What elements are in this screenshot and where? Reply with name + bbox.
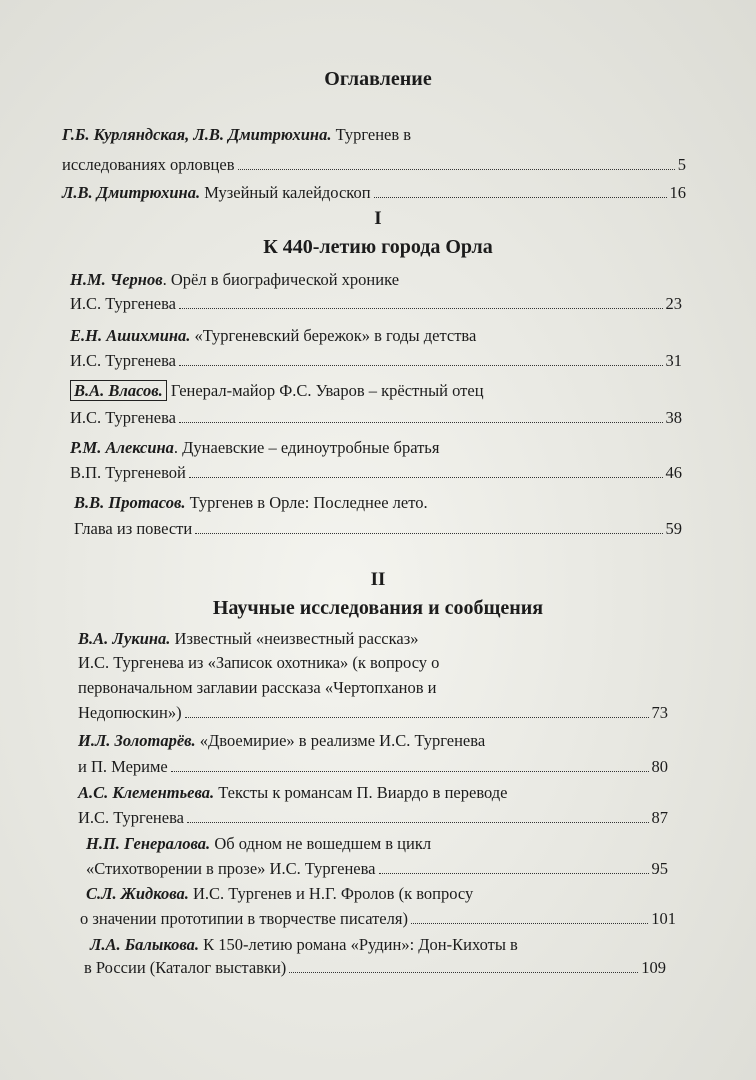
dot-leader	[171, 770, 649, 772]
page-number: 73	[651, 703, 668, 722]
entry-title: «Тургеневский бережок» в годы детства	[190, 326, 477, 345]
toc-entry	[86, 834, 431, 854]
toc-entry	[70, 270, 399, 290]
toc-entry	[70, 381, 484, 401]
entry-title: . Орёл в биографической хронике	[162, 270, 400, 289]
toc-entry-leader	[80, 909, 676, 929]
entry-title: И.С. Тургенев и Н.Г. Фролов (к вопросу	[188, 884, 474, 903]
toc-entry-leader	[84, 958, 666, 978]
entry-author: Р.М. Алексина	[70, 438, 174, 457]
entry-title: Тексты к романсам П. Виардо в переводе	[214, 783, 508, 802]
entry-title: Об одном не вошедшем в цикл	[210, 834, 432, 853]
entry-title-cont: И.С. Тургенева	[70, 294, 176, 313]
entry-title: Музейный калейдоскоп	[200, 183, 371, 202]
toc-entry	[78, 731, 485, 751]
entry-title: Тургенев в Орле: Последнее лето.	[185, 493, 428, 512]
entry-author: Е.Н. Ашихмина.	[70, 326, 191, 345]
page-number: 80	[651, 757, 668, 776]
page-number: 31	[665, 351, 682, 370]
toc-entry-leader	[78, 808, 668, 828]
entry-author: Н.М. Чернов	[70, 270, 163, 289]
toc-entry-intro-1-leader	[62, 155, 686, 175]
page-number: 16	[669, 183, 686, 202]
entry-author: Л.В. Дмитрюхина.	[62, 183, 201, 202]
dot-leader	[179, 421, 663, 423]
page-number: 46	[665, 463, 682, 482]
toc-entry	[86, 884, 473, 904]
entry-title-cont: Недопюскин»)	[78, 703, 182, 722]
dot-leader	[379, 872, 649, 874]
dot-leader	[189, 476, 663, 478]
entry-title: Генерал-майор Ф.С. Уваров – крёстный отец	[166, 381, 484, 400]
page-number: 23	[665, 294, 682, 313]
toc-entry	[78, 783, 508, 803]
entry-title-cont: И.С. Тургенева	[70, 408, 176, 427]
toc-entry	[74, 493, 428, 513]
entry-title: «Двоемирие» в реализме И.С. Тургенева	[195, 731, 486, 750]
entry-author: В.В. Протасов.	[74, 493, 186, 512]
entry-title: Тургенев в	[331, 125, 412, 144]
entry-author: Г.Б. Курляндская, Л.В. Дмитрюхина.	[62, 125, 332, 144]
entry-title-cont: В.П. Тургеневой	[70, 463, 186, 482]
page-number: 59	[665, 519, 682, 538]
toc-entry	[70, 438, 439, 458]
entry-author: С.Л. Жидкова.	[86, 884, 189, 903]
toc-entry-leader	[78, 757, 668, 777]
dot-leader	[374, 196, 667, 198]
entry-title: . Дунаевские – единоутробные братья	[173, 438, 440, 457]
entry-title: Известный «неизвестный рассказ»	[170, 629, 419, 648]
section-2-number: II	[370, 569, 386, 590]
entry-title-line: первоначальном заглавии рассказа «Чертопханов и	[78, 678, 437, 697]
toc-entry-leader	[70, 294, 682, 314]
section-1-number: I	[374, 208, 382, 229]
entry-title: К 150-летию романа «Рудин»: Дон-Кихоты в	[198, 935, 518, 954]
page-number: 87	[651, 808, 668, 827]
dot-leader	[195, 532, 662, 534]
entry-title-cont: исследованиях орловцев	[62, 155, 235, 174]
entry-author: А.С. Клементьева.	[78, 783, 215, 802]
toc-entry-leader	[78, 703, 668, 723]
toc-entry-leader	[86, 859, 668, 879]
entry-title-cont: И.С. Тургенева	[70, 351, 176, 370]
dot-leader	[187, 821, 649, 823]
toc-entry-intro-2	[62, 183, 686, 203]
entry-title-cont: И.С. Тургенева	[78, 808, 184, 827]
dot-leader	[185, 716, 649, 718]
dot-leader	[238, 168, 675, 170]
entry-title-line: И.С. Тургенева из «Записок охотника» (к вопросу о	[78, 653, 440, 672]
toc-entry	[78, 629, 418, 649]
dot-leader	[179, 364, 663, 366]
toc-entry	[90, 935, 518, 955]
toc-entry-leader	[70, 408, 682, 428]
entry-author: Л.А. Балыкова.	[90, 935, 199, 954]
entry-title-cont: и П. Мериме	[78, 757, 168, 776]
entry-author: В.А. Лукина.	[78, 629, 171, 648]
section-2-title: Научные исследования и сообщения	[212, 597, 544, 619]
toc-entry-intro-1	[62, 125, 411, 145]
entry-author: Н.П. Генералова.	[86, 834, 211, 853]
toc-entry-leader	[74, 519, 682, 539]
entry-author-boxed: В.А. Власов.	[70, 380, 167, 401]
page-title: Оглавление	[324, 68, 432, 90]
section-1-title: К 440-летию города Орла	[263, 236, 493, 258]
dot-leader	[411, 922, 648, 924]
entry-author: И.Л. Золотарёв.	[78, 731, 196, 750]
dot-leader	[289, 971, 638, 973]
toc-entry-leader	[70, 463, 682, 483]
page-number: 101	[651, 909, 676, 928]
page-number: 109	[641, 958, 666, 977]
entry-title-cont: в России (Каталог выставки)	[84, 958, 287, 977]
entry-title-cont: «Стихотворении в прозе» И.С. Тургенева	[86, 859, 376, 878]
dot-leader	[179, 307, 663, 309]
page-number: 5	[677, 155, 686, 174]
entry-title-cont: Глава из повести	[74, 519, 193, 538]
entry-title-cont: о значении прототипии в творчестве писателя)	[80, 909, 408, 928]
toc-entry-leader	[70, 351, 682, 371]
page-number: 95	[651, 859, 668, 878]
page-number: 38	[665, 408, 682, 427]
toc-entry	[70, 326, 476, 346]
